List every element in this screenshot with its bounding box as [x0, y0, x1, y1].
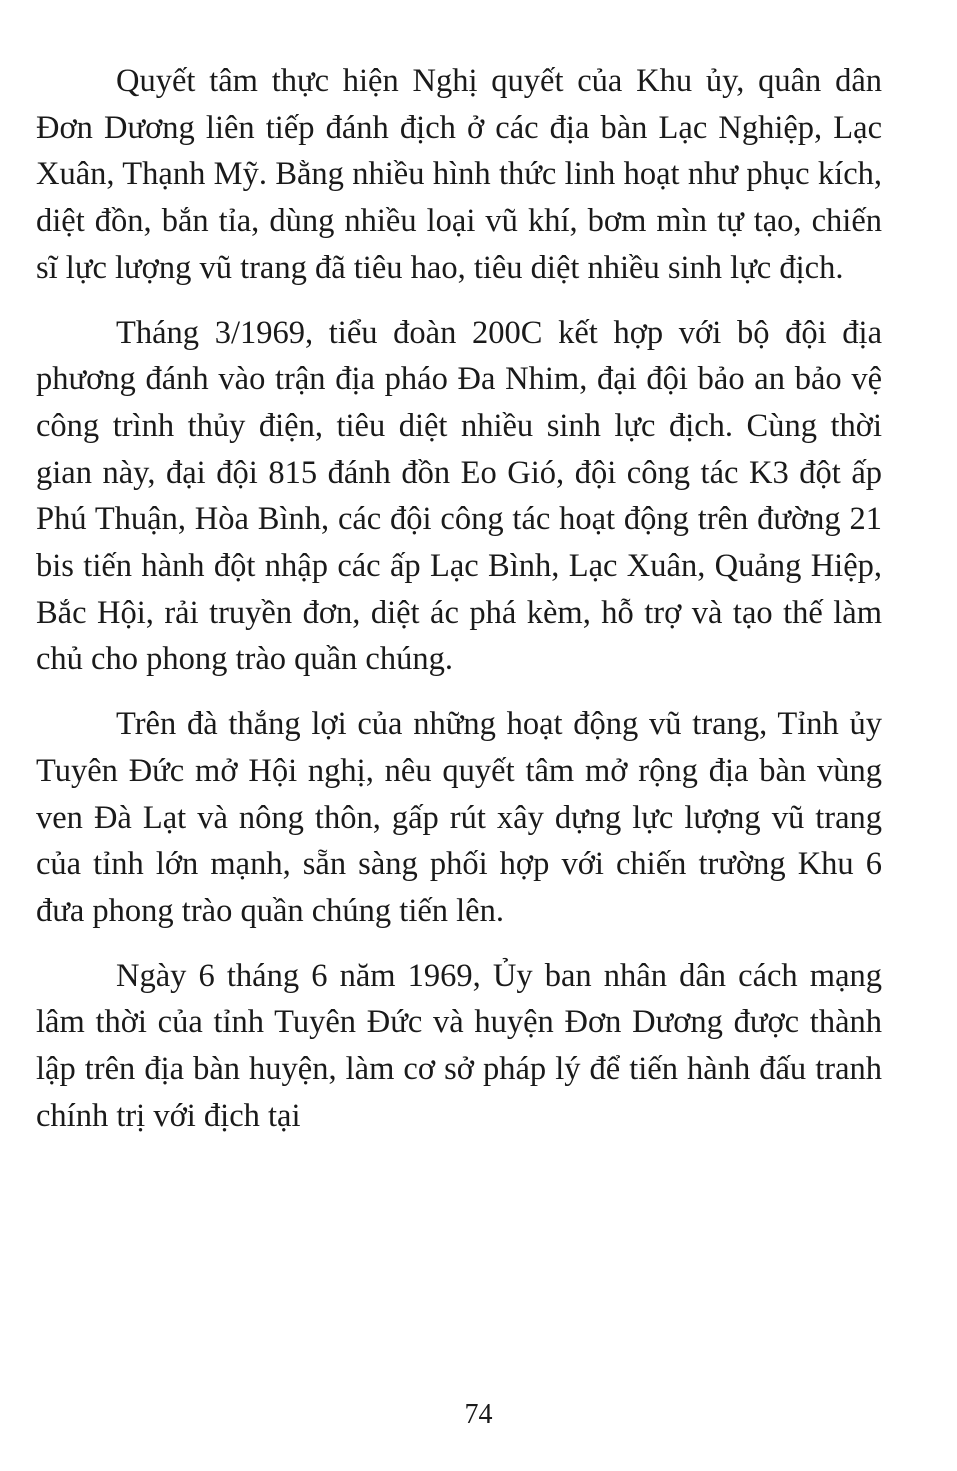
paragraph-2: Tháng 3/1969, tiểu đoàn 200C kết hợp với bộ đội địa phương đánh vào trận địa pháo Đa Nhim, đại đội bảo an bảo vệ công trình thủy điện, tiêu diệt nhiều sinh lực địch. Cùng thời gian này, đại đội 815 đánh đồn Eo Gió, đội công tác K3 đột ấp Phú Thuận, Hòa Bình, các đội công tác hoạt động trên đường 21 bis tiến hành đột nhập các ấp Lạc Bình, Lạc Xuân, Quảng Hiệp, Bắc Hội, rải truyền đơn, diệt ác phá kèm, hỗ trợ và tạo thế làm chủ cho phong trào quần chúng.: [36, 314, 882, 678]
paragraph-3: Trên đà thắng lợi của những hoạt động vũ trang, Tỉnh ủy Tuyên Đức mở Hội nghị, nêu quyết tâm mở rộng địa bàn vùng ven Đà Lạt và nông thôn, gấp rút xây dựng lực lượng vũ trang của tỉnh lớn mạnh, sẵn sàng phối hợp với chiến trường Khu 6 đưa phong trào quần chúng tiến lên.: [36, 706, 882, 929]
page-number: 74: [464, 1399, 493, 1430]
page-body: [36, 58, 882, 1157]
paragraph-1: Quyết tâm thực hiện Nghị quyết của Khu ủy, quân dân Đơn Dương liên tiếp đánh địch ở các địa bàn Lạc Nghiệp, Lạc Xuân, Thạnh Mỹ. Bằng nhiều hình thức linh hoạt như phục kích, diệt đồn, bắn tỉa, dùng nhiều loại vũ khí, bơm mìn tự tạo, chiến sĩ lực lượng vũ trang đã tiêu hao, tiêu diệt nhiều sinh lực địch.: [36, 63, 882, 286]
paragraph-4: Ngày 6 tháng 6 năm 1969, Ủy ban nhân dân cách mạng lâm thời của tỉnh Tuyên Đức và huyện Đơn Dương được thành lập trên địa bàn huyện, làm cơ sở pháp lý để tiến hành đấu tranh chính trị với địch tại: [36, 957, 882, 1134]
